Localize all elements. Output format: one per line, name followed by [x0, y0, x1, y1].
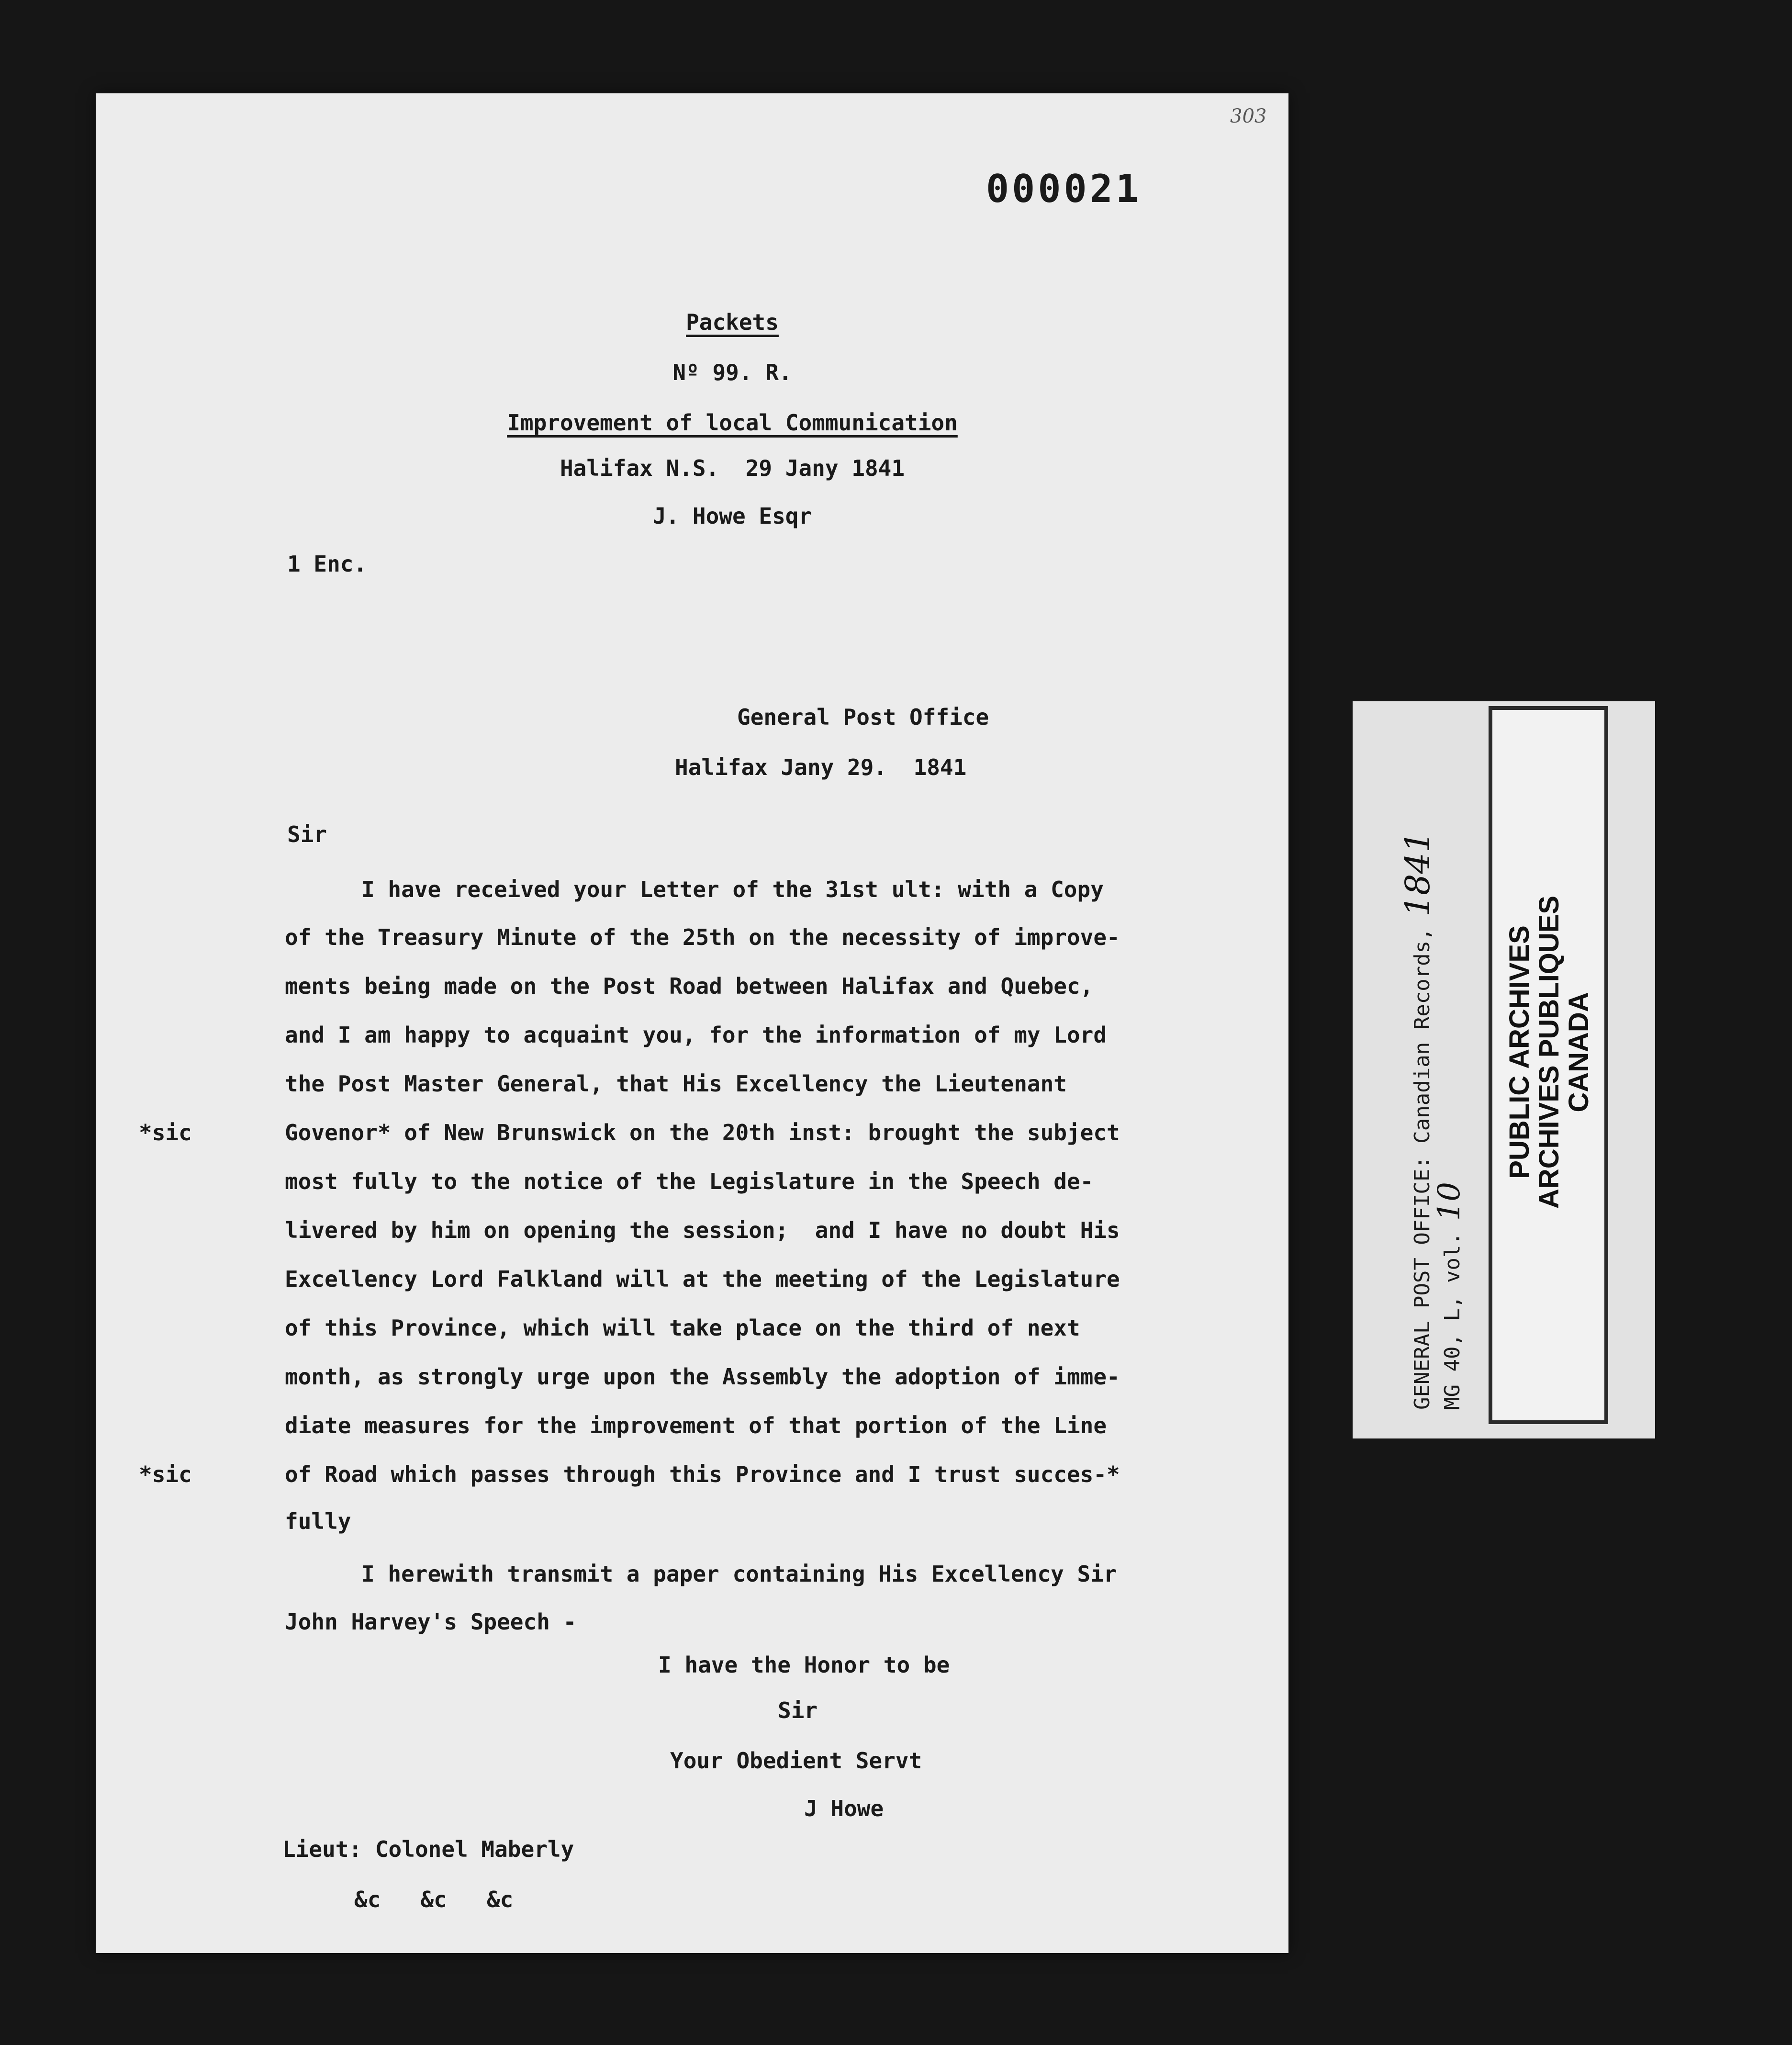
body-line: most fully to the notice of the Legislature in the Speech de- — [285, 1169, 1094, 1194]
label-hand-year: 1841 — [1398, 831, 1437, 917]
heading-subject: Improvement of local Communication — [507, 410, 958, 436]
body-line: fully — [285, 1508, 351, 1534]
body-line: of this Province, which will take place on the third of next — [285, 1315, 1080, 1341]
archive-label-card — [1353, 701, 1655, 1438]
body-line: livered by him on opening the session; and I have no doubt His — [285, 1217, 1120, 1243]
letterhead-date: Halifax Jany 29. 1841 — [675, 754, 967, 780]
heading-place-date: Halifax N.S. 29 Jany 1841 — [560, 455, 905, 481]
body-line: the Post Master General, that His Excellency the Lieutenant — [285, 1071, 1067, 1097]
enclosure-note: 1 Enc. — [287, 551, 367, 577]
margin-note-sic: *sic — [139, 1461, 192, 1487]
addressee-name: Lieut: Colonel Maberly — [282, 1836, 574, 1862]
addressee-etc: &c &c &c — [354, 1887, 514, 1912]
folio-number: 303 — [1230, 105, 1267, 127]
body-line: and I am happy to acquaint you, for the information of my Lord — [285, 1022, 1107, 1048]
margin-note-sic: *sic — [139, 1120, 192, 1146]
body-line: Govenor* of New Brunswick on the 20th inst: brought the subject — [285, 1120, 1120, 1146]
label-line-2 — [1432, 1182, 1467, 1410]
body-line: month, as strongly urge upon the Assembly the adoption of imme- — [285, 1364, 1120, 1390]
stamp-number: 000021 — [986, 167, 1142, 211]
label-typed-2: MG 40, L, vol. — [1440, 1232, 1465, 1410]
salutation: Sir — [287, 821, 327, 847]
body-line: diate measures for the improvement of that portion of the Line — [285, 1413, 1107, 1438]
heading-title: Packets — [686, 309, 779, 335]
label-typed-1: GENERAL POST OFFICE: Canadian Records, — [1410, 928, 1434, 1410]
heading-number: Nº 99. R. — [672, 360, 792, 385]
letterhead-office: General Post Office — [737, 704, 989, 730]
stamp-line-2: ARCHIVES PUBLIQUES — [1534, 895, 1565, 1209]
closing-servant: Your Obedient Servt — [670, 1748, 922, 1774]
body-line: of the Treasury Minute of the 25th on the necessity of improve- — [285, 924, 1120, 950]
body2-line: I herewith transmit a paper containing His Excellency Sir — [361, 1561, 1117, 1587]
document-page — [96, 93, 1288, 1953]
stamp-text — [1505, 789, 1594, 1315]
body-line: I have received your Letter of the 31st ult: with a Copy — [361, 876, 1104, 902]
body2-line: John Harvey's Speech - — [285, 1609, 577, 1635]
body-line: of Road which passes through this Province and I trust succes-* — [285, 1461, 1120, 1487]
closing-sir: Sir — [778, 1697, 818, 1723]
stamp-line-1: PUBLIC ARCHIVES — [1504, 925, 1535, 1179]
body-line: Excellency Lord Falkland will at the meeting of the Legislature — [285, 1266, 1120, 1292]
stamp-line-3: CANADA — [1563, 992, 1594, 1112]
heading-author: J. Howe Esqr — [652, 503, 812, 529]
signature: J Howe — [804, 1796, 884, 1821]
label-hand-volume: 10 — [1432, 1182, 1467, 1221]
archives-stamp — [1489, 706, 1608, 1424]
body-line: ments being made on the Post Road between Halifax and Quebec, — [285, 973, 1094, 999]
closing-line: I have the Honor to be — [658, 1652, 950, 1678]
